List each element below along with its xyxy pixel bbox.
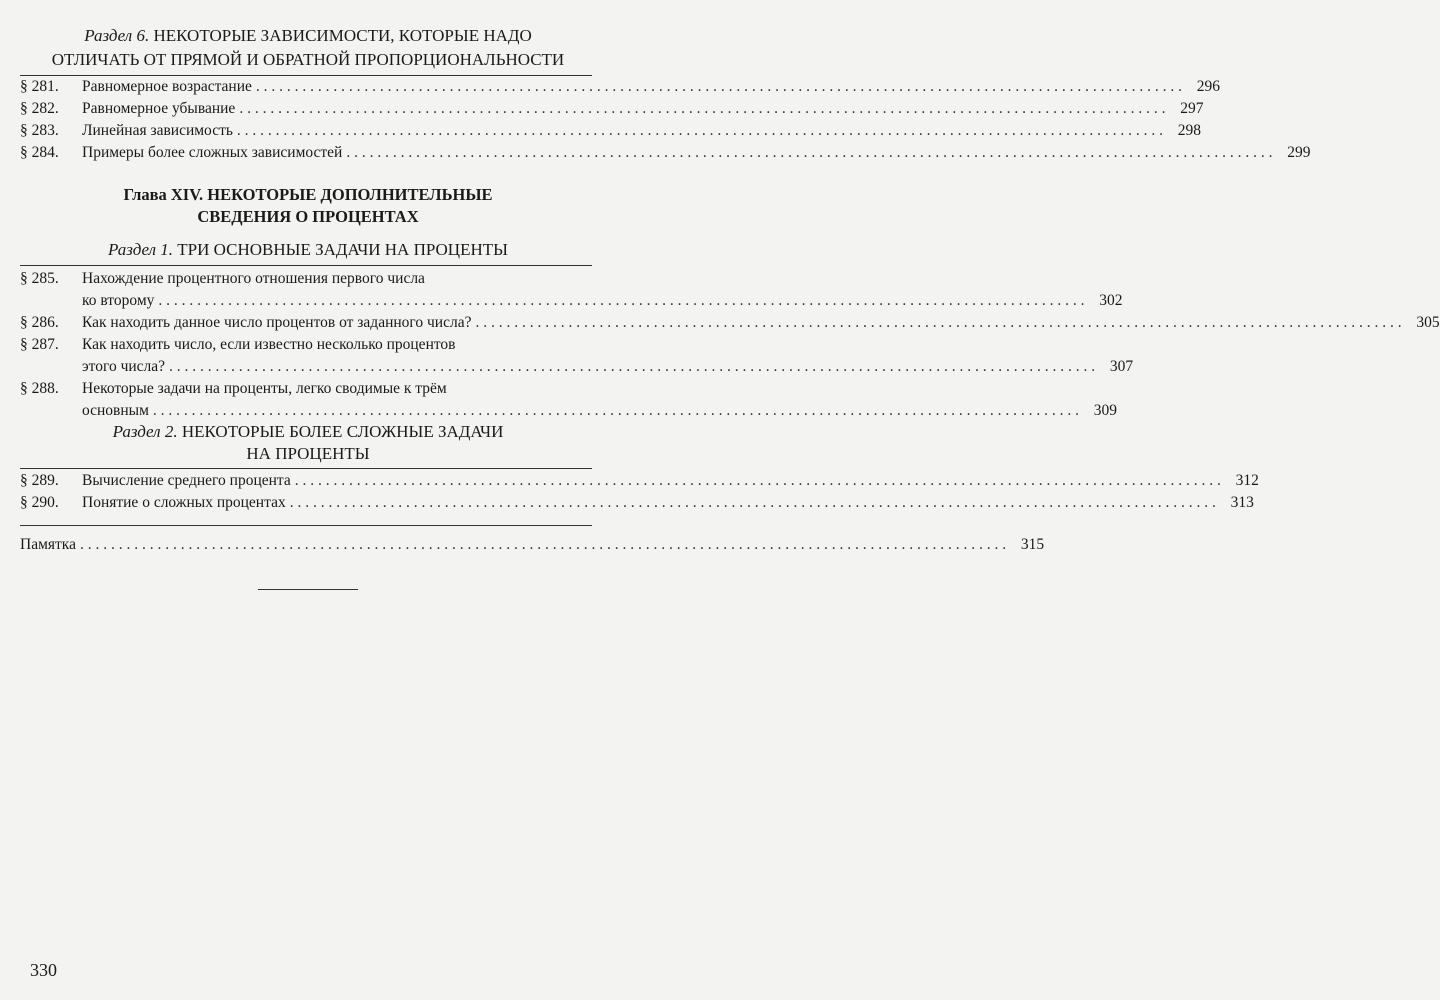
entry-title: Понятие о сложных процентах: [82, 494, 286, 511]
entry-title-line2: ко второму: [82, 292, 155, 309]
section-2-heading-line2: [20, 442, 596, 466]
entry-page: 309: [1093, 402, 1118, 419]
dot-leader: [237, 120, 1163, 142]
entry-title-line1: Нахождение процентного отношения первого числа: [82, 270, 425, 287]
dot-leader: [80, 534, 1006, 556]
toc-entry-290[interactable]: [20, 492, 1254, 514]
entry-title: Равномерное возрастание: [82, 78, 252, 95]
page-number: 330: [30, 960, 57, 980]
section-prefix: Раздел 2.: [112, 422, 178, 441]
section-title: ТРИ ОСНОВНЫЕ ЗАДАЧИ НА ПРОЦЕНТЫ: [177, 240, 508, 259]
section-6-heading-line2: [20, 48, 596, 72]
toc-entry-288-cont[interactable]: [20, 400, 1118, 422]
section-6-heading: [20, 24, 596, 48]
entry-page: 307: [1109, 358, 1134, 375]
section-rule: [20, 525, 592, 526]
entry-page: 299: [1287, 144, 1311, 161]
entry-number: § 288.: [20, 380, 59, 397]
toc-entry-287-cont[interactable]: [20, 356, 1134, 378]
entry-title: Как находить данное число процентов от заданного числа?: [82, 314, 472, 331]
entry-number: § 282.: [20, 100, 59, 117]
toc-entry-286[interactable]: [20, 312, 1440, 334]
section-1-heading: [20, 238, 596, 262]
entry-page: 315: [1020, 536, 1045, 553]
toc-entry-282[interactable]: [20, 98, 1204, 120]
entry-page: 305: [1416, 314, 1440, 331]
dot-leader: [239, 98, 1165, 120]
entry-page: 296: [1196, 78, 1221, 95]
section-rule: [20, 468, 592, 469]
entry-title: Памятка: [20, 536, 76, 553]
entry-title-line1: Как находить число, если известно несколько процентов: [82, 336, 456, 353]
entry-title: Примеры более сложных зависимостей: [82, 144, 343, 161]
section-rule: [20, 265, 592, 266]
toc-entry-memo[interactable]: [20, 534, 1045, 556]
toc-entry-285-cont[interactable]: [20, 290, 1123, 312]
section-title-line2: НА ПРОЦЕНТЫ: [246, 444, 370, 463]
entry-number: § 286.: [20, 314, 59, 331]
entry-page: 298: [1177, 122, 1202, 139]
chapter-heading-line2: СВЕДЕНИЯ О ПРОЦЕНТАХ: [197, 207, 419, 226]
entry-number: § 287.: [20, 336, 59, 353]
dot-leader: [169, 356, 1095, 378]
entry-title-line2: этого числа?: [82, 358, 166, 375]
toc-entry-281[interactable]: [20, 76, 1221, 98]
dot-leader: [295, 470, 1221, 492]
section-prefix: Раздел 6.: [84, 26, 150, 45]
section-2-heading: [20, 420, 596, 444]
dot-leader: [158, 290, 1084, 312]
entry-title-line2: основным: [82, 402, 149, 419]
entry-page: 297: [1180, 100, 1204, 117]
section-prefix: Раздел 1.: [108, 240, 174, 259]
entry-number: § 283.: [20, 122, 59, 139]
dot-leader: [475, 312, 1401, 334]
section-title-line1: НЕКОТОРЫЕ ЗАВИСИМОСТИ, КОТОРЫЕ НАДО: [153, 26, 532, 45]
toc-entry-284[interactable]: [20, 142, 1311, 164]
chapter-heading-line1: Глава XIV. НЕКОТОРЫЕ ДОПОЛНИТЕЛЬНЫЕ: [123, 185, 493, 204]
section-title-line2: ОТЛИЧАТЬ ОТ ПРЯМОЙ И ОБРАТНОЙ ПРОПОРЦИОНАЛЬНОСТИ: [51, 50, 565, 69]
entry-number: § 289.: [20, 472, 59, 489]
dot-leader: [153, 400, 1079, 422]
end-rule: [258, 589, 358, 590]
entry-page: 302: [1099, 292, 1123, 309]
toc-entry-283[interactable]: [20, 120, 1202, 142]
entry-title-line1: Некоторые задачи на проценты, легко сводимые к трём: [82, 380, 447, 397]
entry-number: § 285.: [20, 270, 59, 287]
entry-page: 312: [1235, 472, 1259, 489]
toc-entry-287[interactable]: [20, 334, 592, 356]
entry-number: § 281.: [20, 78, 59, 95]
toc-entry-285[interactable]: [20, 268, 592, 290]
dot-leader: [290, 492, 1216, 514]
entry-number: § 284.: [20, 144, 59, 161]
entry-title: Линейная зависимость: [82, 122, 233, 139]
dot-leader: [256, 76, 1182, 98]
toc-entry-288[interactable]: [20, 378, 592, 400]
dot-leader: [346, 142, 1272, 164]
section-title-line1: НЕКОТОРЫЕ БОЛЕЕ СЛОЖНЫЕ ЗАДАЧИ: [181, 422, 504, 441]
toc-entry-289[interactable]: [20, 470, 1259, 492]
entry-title: Вычисление среднего процента: [82, 472, 291, 489]
entry-page: 313: [1230, 494, 1254, 511]
entry-number: § 290.: [20, 494, 59, 511]
entry-title: Равномерное убывание: [82, 100, 236, 117]
